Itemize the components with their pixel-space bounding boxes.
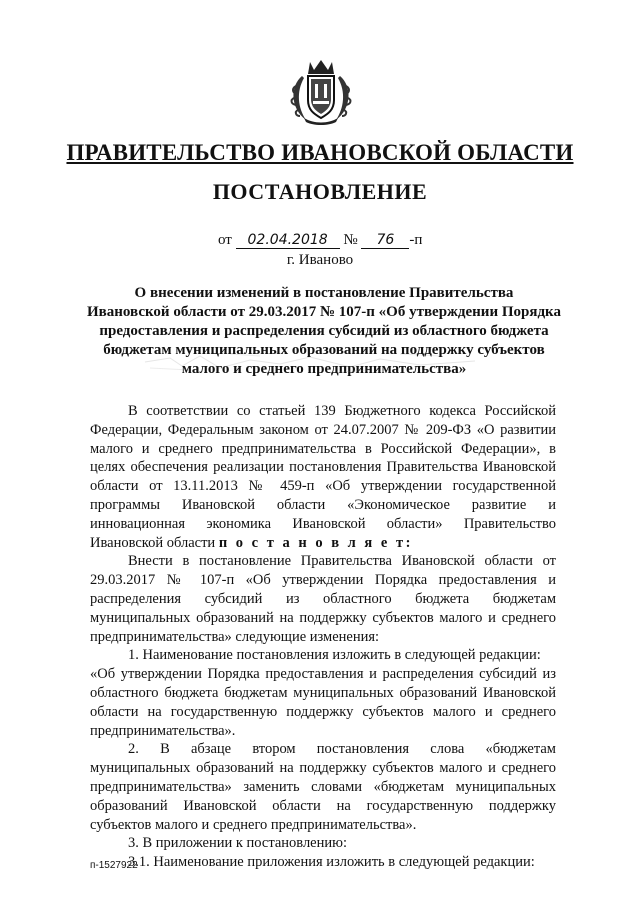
body-line: 3.1. Наименование приложения изложить в следующей редакции: bbox=[128, 854, 535, 871]
body-line: малого и среднего предпринимательства в Российской Федерации», в bbox=[90, 440, 556, 457]
resolves-keyword: п о с т а н о в л я е т: bbox=[218, 534, 413, 551]
body-line: области от 13.11.2013 № 459-п «Об утверждении государственной bbox=[90, 478, 556, 495]
body-line: распределения субсидий из областного бюджета бюджетам bbox=[90, 590, 556, 607]
body-line: 3. В приложении к постановлению: bbox=[128, 835, 348, 852]
subject-line: О внесении изменений в постановление Правительства bbox=[134, 285, 514, 301]
date-prefix: от bbox=[218, 232, 232, 248]
subject-line: предоставления и распределения субсидий из областного бюджета bbox=[99, 323, 549, 339]
body-line: инновационная экономика Ивановской области» Правительство bbox=[90, 515, 556, 532]
body-line: предпринимательства». bbox=[90, 722, 236, 739]
subject-line: Ивановской области от 29.03.2017 № 107-п «Об утверждении Порядка bbox=[87, 304, 561, 320]
body-line: «Об утверждении Порядка предоставления и распределения субсидий из bbox=[90, 666, 556, 683]
body-line: 29.03.2017 № 107-п «Об утверждении Порядка предоставления и bbox=[90, 572, 556, 589]
document-body bbox=[90, 402, 556, 872]
document-type-title: ПОСТАНОВЛЕНИЕ bbox=[212, 179, 428, 204]
city-name: г. Иваново bbox=[286, 252, 354, 268]
body-line-text: Ивановской области bbox=[90, 534, 216, 551]
organization-title: ПРАВИТЕЛЬСТВО ИВАНОВСКОЙ ОБЛАСТИ bbox=[66, 140, 574, 165]
coat-of-arms-icon bbox=[288, 56, 354, 126]
body-line: муниципальных образований на поддержку субъектов малого и среднего bbox=[90, 760, 556, 777]
body-line: целях обеспечения реализации постановления Правительства Ивановской bbox=[90, 459, 556, 476]
subject-line: бюджетам муниципальных образований на поддержку субъектов bbox=[103, 342, 545, 358]
body-line: 1. Наименование постановления изложить в следующей редакции: bbox=[128, 647, 541, 664]
body-line: Внести в постановление Правительства Ивановской области от bbox=[128, 553, 556, 570]
number-suffix: -п bbox=[409, 232, 423, 248]
body-line: В соответствии со статьей 139 Бюджетного кодекса Российской bbox=[128, 403, 556, 419]
body-line: 2. В абзаце втором постановления слова «бюджетам bbox=[128, 741, 556, 758]
subject-line: малого и среднего предпринимательства» bbox=[181, 361, 467, 377]
body-line bbox=[90, 534, 556, 553]
number-prefix: № bbox=[343, 232, 358, 248]
body-line: муниципальных образований на поддержку субъектов малого и среднего bbox=[90, 609, 556, 626]
body-line: предпринимательства» заменить словами «бюджетам муниципальных bbox=[90, 778, 556, 795]
body-line: Федерации, Федеральным законом от 24.07.2007 № 209-ФЗ «О развитии bbox=[90, 421, 556, 438]
document-code: п-1527922 bbox=[90, 860, 138, 871]
body-line: области на государственную поддержку субъектов малого и среднего bbox=[90, 703, 556, 720]
handwritten-number: 76 bbox=[361, 232, 409, 249]
handwritten-date: 02.04.2018 bbox=[236, 232, 340, 249]
body-line: предпринимательства» следующие изменения: bbox=[90, 628, 380, 645]
body-line: программы Ивановской области «Экономическое развитие и bbox=[90, 496, 556, 513]
document-date-number bbox=[218, 232, 422, 249]
body-line: областного бюджета бюджетам муниципальных образований Ивановской bbox=[90, 684, 556, 701]
body-line: образований Ивановской области на государственную поддержку bbox=[90, 797, 556, 814]
scan-noise-decoration bbox=[140, 348, 480, 376]
body-line: субъектов малого и среднего предпринимательства». bbox=[90, 816, 417, 833]
